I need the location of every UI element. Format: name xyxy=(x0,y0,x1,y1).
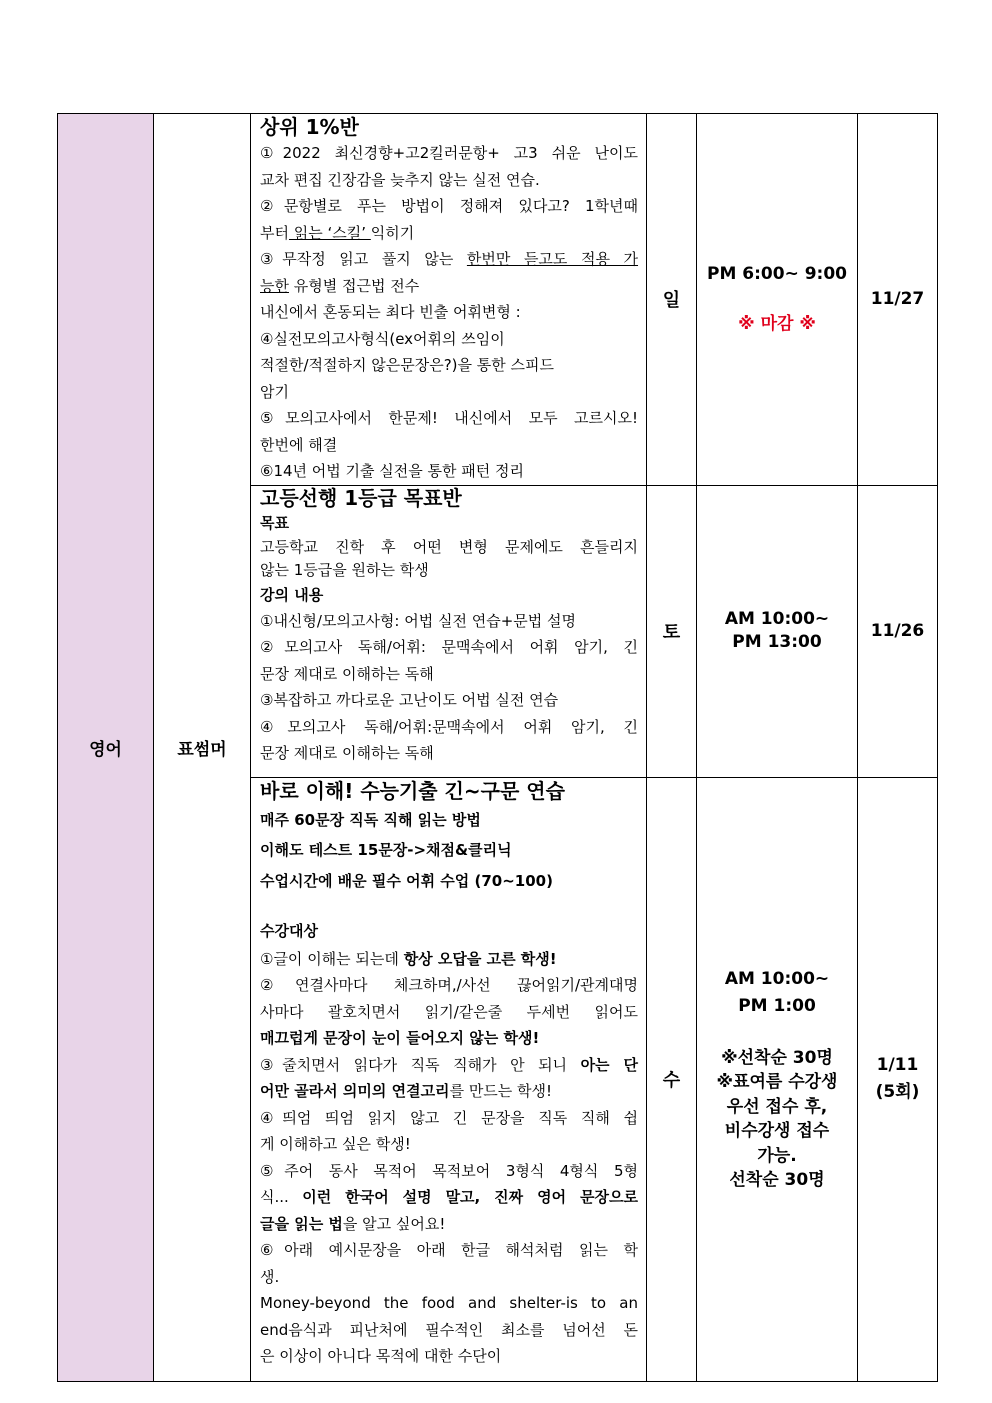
desc-line: 암기 xyxy=(260,382,289,401)
course-title: 바로 이해! 수능기출 긴~구문 연습 xyxy=(260,778,565,803)
desc-line: 문장 제대로 이해하는 독해 xyxy=(260,664,434,683)
desc-line: ⑥아래 예시문장을 아래 한글 해석처럼 읽는 학 xyxy=(260,1241,638,1259)
course-description xyxy=(251,485,647,777)
desc-line xyxy=(260,1078,638,1105)
desc-line xyxy=(260,1052,638,1079)
bold-text: 어만 골라서 의미의 연결고리 xyxy=(260,1082,450,1100)
spacer xyxy=(260,898,638,916)
desc-line: 한번에 해결 xyxy=(260,435,338,454)
note-line: ※표여름 수강생 xyxy=(716,1072,838,1092)
schedule-table xyxy=(57,113,938,1382)
desc-line xyxy=(260,273,638,300)
desc-line: 적절한/적절하지 않은문장은?)을 통한 스피드 xyxy=(260,356,554,374)
text-run: ③줄치면서 읽다가 직독 직해가 안 되니 xyxy=(260,1055,581,1074)
time-cell xyxy=(697,114,858,486)
text-run: 식... xyxy=(260,1188,303,1206)
day-cell: 수 xyxy=(647,777,697,1381)
desc-line: ②문항별로 푸는 방법이 정해져 있다고? 1학년때 xyxy=(260,197,638,215)
goal-label: 목표 xyxy=(260,513,289,532)
underlined-text: 능한 xyxy=(260,276,289,295)
start-date: 11/27 xyxy=(858,114,938,486)
bold-text: 항상 오답을 고른 학생! xyxy=(403,949,557,968)
course-row-1 xyxy=(58,114,938,486)
text-run: 를 만드는 학생! xyxy=(449,1082,553,1100)
subject-cell: 영어 xyxy=(58,114,154,1382)
text-run: 부터 xyxy=(260,223,289,242)
start-date: 1/11 xyxy=(876,1055,919,1075)
desc-line: 이해도 테스트 15문장->채점&클리닉 xyxy=(260,840,512,859)
time-end: PM 1:00 xyxy=(738,995,816,1016)
bold-text: 이런 한국어 설명 말고, 진짜 영어 문장으로 xyxy=(302,1188,638,1206)
note-line: ※선착순 30명 xyxy=(721,1047,833,1068)
text-run: 을 알고 싶어요! xyxy=(342,1214,446,1233)
desc-line: 수업시간에 배운 필수 어휘 수업 (70~100) xyxy=(260,871,553,890)
day-cell: 일 xyxy=(647,114,697,486)
bold-text: 아는 단 xyxy=(580,1055,638,1074)
closed-notice: ※ 마감 ※ xyxy=(738,314,816,335)
desc-line: 고등학교 진학 후 어떤 변형 문제에도 흔들리지 xyxy=(260,537,638,556)
desc-line: 내신에서 혼동되는 최다 빈출 어휘변형 : xyxy=(260,303,521,321)
desc-line: ②모의고사 독해/어휘: 문맥속에서 어휘 암기, 긴 xyxy=(260,638,638,656)
teacher-cell: 표썸머 xyxy=(154,114,251,1382)
time-end: PM 13:00 xyxy=(732,632,822,652)
desc-line: 생. xyxy=(260,1267,280,1286)
target-label: 수강대상 xyxy=(260,921,318,940)
desc-line: ①내신형/모의고사형: 어법 실전 연습+문법 설명 xyxy=(260,611,577,630)
desc-line: ④모의고사 독해/어휘:문맥속에서 어휘 암기, 긴 xyxy=(260,717,638,736)
desc-line: ①2022 최신경향+고2킬러문항+ 고3 쉬운 난이도 xyxy=(260,144,638,162)
desc-line: ⑥14년 어법 기출 실전을 통한 패턴 정리 xyxy=(260,462,525,480)
text-run: 유형별 접근법 전수 xyxy=(288,276,420,295)
course-description xyxy=(251,114,647,486)
desc-line: ④띄엄 띄엄 읽지 않고 긴 문장을 직독 직해 쉽 xyxy=(260,1108,638,1127)
time-cell xyxy=(697,777,858,1381)
start-date: 11/26 xyxy=(858,485,938,777)
desc-line: 문장 제대로 이해하는 독해 xyxy=(260,744,434,762)
time-cell xyxy=(697,485,858,777)
desc-line: 않는 1등급을 원하는 학생 xyxy=(260,560,429,579)
start-date-cell xyxy=(858,777,938,1381)
session-count: (5회) xyxy=(875,1082,920,1102)
day-cell: 토 xyxy=(647,485,697,777)
time-start: AM 10:00~ xyxy=(724,968,830,989)
desc-line: 매끄럽게 문장이 눈이 들어오지 않는 학생! xyxy=(260,1029,540,1047)
desc-line: ③복잡하고 까다로운 고난이도 어법 실전 연습 xyxy=(260,691,559,709)
desc-line xyxy=(260,220,638,247)
underlined-text: 한번만 듣고도 적용 가 xyxy=(466,250,639,268)
desc-line: ④실전모의고사형식(ex어휘의 쓰임이 xyxy=(260,329,505,348)
desc-line: ⑤주어 동사 목적어 목적보어 3형식 4형식 5형 xyxy=(260,1161,638,1180)
time-start: AM 10:00~ xyxy=(724,609,830,629)
text-run: ③무작정 읽고 풀지 않는 xyxy=(260,250,467,268)
note-line: 선착순 30명 xyxy=(729,1170,825,1190)
text-run: 익히기 xyxy=(370,223,415,242)
desc-line: end음식과 피난처에 필수적인 최소를 넘어선 돈 xyxy=(260,1320,638,1339)
desc-line: Money-beyond the food and shelter-is to an xyxy=(260,1294,638,1312)
desc-line: 사마다 괄호치면서 읽기/같은줄 두세번 읽어도 xyxy=(260,1002,638,1021)
note-line: 가능. xyxy=(757,1145,797,1166)
bold-text: 글을 읽는 법 xyxy=(260,1214,343,1233)
text-run: ①글이 이해는 되는데 xyxy=(260,949,404,968)
note-line: 비수강생 접수 xyxy=(724,1121,830,1141)
course-title: 고등선행 1등급 목표반 xyxy=(260,485,462,510)
desc-line: 매주 60문장 직독 직해 읽는 방법 xyxy=(260,810,481,829)
note-line: 우선 접수 후, xyxy=(726,1096,828,1117)
desc-line: ⑤모의고사에서 한문제! 내신에서 모두 고르시오! xyxy=(260,409,638,427)
content-label: 강의 내용 xyxy=(260,585,324,604)
desc-line: 은 이상이 아니다 목적에 대한 수단이 xyxy=(260,1347,502,1365)
desc-line xyxy=(260,1184,638,1211)
desc-line: 교차 편집 긴장감을 늦추지 않는 실전 연습. xyxy=(260,170,540,189)
underlined-text: 읽는 ‘스킬’ xyxy=(288,223,371,242)
desc-line xyxy=(260,946,638,973)
course-title: 상위 1%반 xyxy=(260,115,359,139)
desc-line: ②연결사마다 체크하며,/사선 끊어읽기/관계대명 xyxy=(260,976,638,994)
time-range: PM 6:00~ 9:00 xyxy=(706,264,848,285)
course-description xyxy=(251,777,647,1381)
desc-line xyxy=(260,246,638,273)
desc-line xyxy=(260,1211,638,1238)
desc-line: 게 이해하고 싶은 학생! xyxy=(260,1135,411,1153)
